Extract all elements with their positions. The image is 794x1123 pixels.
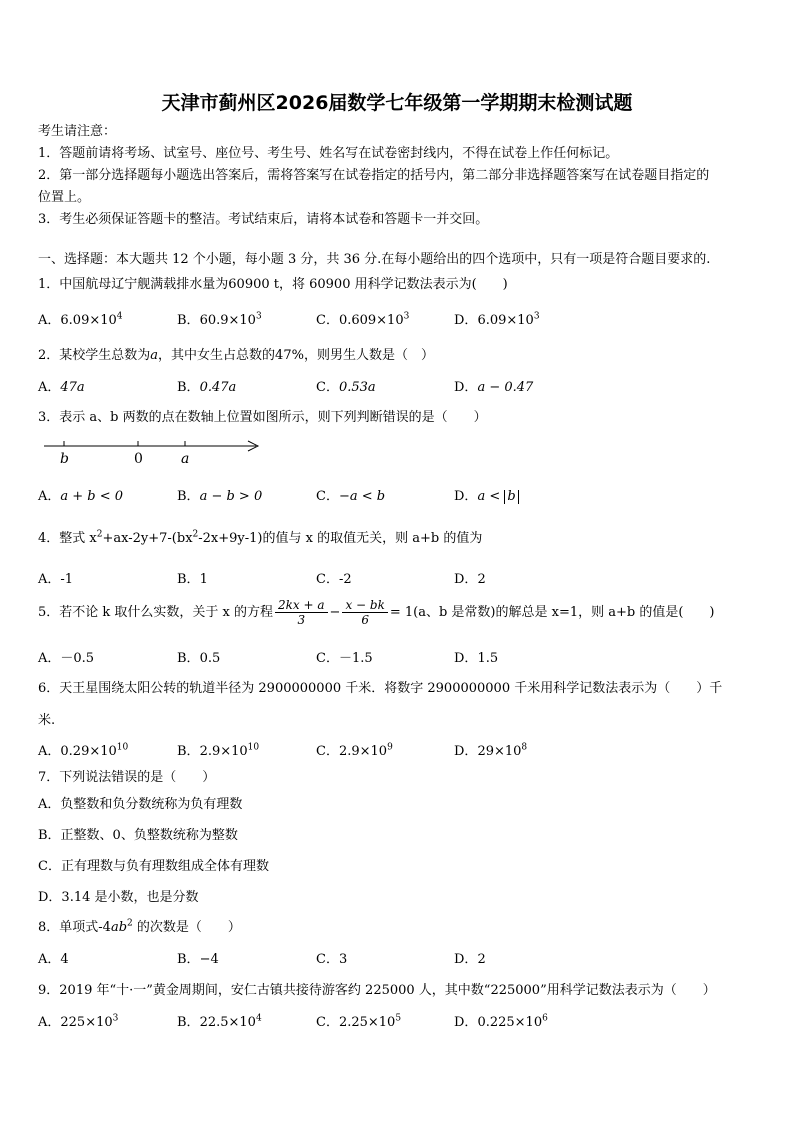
q4-option-d[interactable]: D．2: [454, 572, 486, 587]
q4-option-a[interactable]: A．-1: [38, 572, 74, 587]
axis-label-zero: 0: [134, 451, 143, 467]
q2-option-d[interactable]: D．a − 0.47: [454, 380, 534, 395]
question-3-stem: 3．表示 a、b 两数的点在数轴上位置如图所示，则下列判断错误的是（ ）: [38, 410, 487, 425]
notice-item-2-cont: 位置上。: [38, 190, 91, 205]
question-4-stem: 4．整式 $x^2+ax-2y+7-(bx^2-2x+9y-1)$的值与 x 的取值无关，则 a+b 的值为: [38, 529, 483, 546]
notice-item-1: 1．答题前请将考场、试室号、座位号、考生号、姓名写在试卷密封线内，不得在试卷上作任何标记。: [38, 146, 619, 161]
q8-option-d[interactable]: D．2: [454, 952, 486, 967]
q1-option-a[interactable]: A．$6.09\times 10^4$: [38, 311, 123, 328]
q7-option-b[interactable]: B．正整数、0、负整数统称为整数: [38, 828, 238, 843]
question-5-stem: 5．若不论 k 取什么实数，关于 x 的方程 $\frac{2kx + a}{3}$ − $\frac{x - bk}{6}$ = 1(a、b 是常数)的解总是 x=1，则 a+b 的值是( ): [38, 598, 715, 627]
question-6-stem-cont: 米.: [38, 713, 56, 728]
question-1-stem: 1．中国航母辽宁舰满载排水量为60900 t，将 60900 用科学记数法表示为( ): [38, 277, 508, 292]
notice-item-3: 3．考生必须保证答题卡的整洁。考试结束后，请将本试卷和答题卡一并交回。: [38, 212, 489, 227]
q9-option-a[interactable]: A．$225\times 10^3$: [38, 1013, 119, 1030]
q1-option-b[interactable]: B．$60.9\times 10^3$: [177, 311, 262, 328]
q3-option-b[interactable]: B．a − b > 0: [177, 489, 263, 504]
q5-option-a[interactable]: A．－0.5: [38, 651, 95, 666]
q8-option-a[interactable]: A．4: [38, 952, 69, 967]
fraction-2: $\frac{x - bk}{6}$: [342, 598, 387, 627]
notice-item-2: 2．第一部分选择题每小题选出答案后，需将答案写在试卷指定的括号内，第二部分非选择题答案写在试卷题目指定的: [38, 168, 710, 183]
q1-option-c[interactable]: C．$0.609\times 10^3$: [316, 311, 410, 328]
q2-option-a[interactable]: A．47a: [38, 380, 85, 395]
q6-option-c[interactable]: C．$2.9\times 10^9$: [316, 742, 393, 759]
q3-option-a[interactable]: A．a + b < 0: [38, 489, 124, 504]
q9-option-c[interactable]: C．$2.25\times 10^5$: [316, 1013, 402, 1030]
question-6-stem: 6．天王星围绕太阳公转的轨道半径为 2900000000 千米．将数字 2900000000 千米用科学记数法表示为（ ）千: [38, 681, 723, 696]
q6-option-b[interactable]: B．$2.9\times 10^{10}$: [177, 742, 260, 759]
axis-label-b: b: [60, 451, 69, 467]
q4-option-b[interactable]: B．1: [177, 572, 208, 587]
q2-option-c[interactable]: C．0.53a: [316, 380, 376, 395]
q8-option-c[interactable]: C．3: [316, 952, 348, 967]
q3-option-c[interactable]: C．−a < b: [316, 489, 386, 504]
q7-option-a[interactable]: A．负整数和负分数统称为负有理数: [38, 797, 243, 812]
q7-option-c[interactable]: C．正有理数与负有理数组成全体有理数: [38, 859, 269, 874]
absolute-value: b: [504, 490, 518, 504]
q3-option-d[interactable]: D．a < b: [454, 485, 519, 504]
question-2-stem: 2．某校学生总数为a，其中女生占总数的47%，则男生人数是（ ）: [38, 348, 434, 363]
q9-option-b[interactable]: B．$22.5\times 10^4$: [177, 1013, 262, 1030]
q1-option-d[interactable]: D．$6.09\times 10^3$: [454, 311, 540, 328]
q5-option-d[interactable]: D．1.5: [454, 651, 499, 666]
q5-option-c[interactable]: C．－1.5: [316, 651, 373, 666]
question-9-stem: 9．2019 年“十·一”黄金周期间，安仁古镇共接待游客约 225000 人，其中数“225000”用科学记数法表示为（ ）: [38, 983, 716, 998]
axis-label-a: a: [181, 451, 190, 467]
question-7-stem: 7．下列说法错误的是（ ）: [38, 770, 216, 785]
fraction-1: $\frac{2kx + a}{3}$: [275, 598, 328, 627]
section-heading: 一、选择题：本大题共 12 个小题，每小题 3 分，共 36 分.在每小题给出的四个选项中，只有一项是符合题目要求的.: [38, 252, 711, 267]
number-line-figure: [40, 436, 265, 470]
q8-option-b[interactable]: B．−4: [177, 952, 219, 967]
q4-option-c[interactable]: C．-2: [316, 572, 352, 587]
question-8-stem: 8．单项式$-4ab^2$ 的次数是（ ）: [38, 918, 241, 935]
q9-option-d[interactable]: D．$0.225\times 10^6$: [454, 1013, 548, 1030]
q7-option-d[interactable]: D．3.14 是小数，也是分数: [38, 890, 199, 905]
page-title: 天津市蓟州区2026届数学七年级第一学期期末检测试题: [161, 92, 633, 114]
q6-option-a[interactable]: A．$0.29\times 10^{10}$: [38, 742, 129, 759]
q5-option-b[interactable]: B．0.5: [177, 651, 221, 666]
notice-heading: 考生请注意：: [38, 124, 117, 139]
q6-option-d[interactable]: D．$29\times 10^8$: [454, 742, 528, 759]
q2-option-b[interactable]: B．0.47a: [177, 380, 237, 395]
